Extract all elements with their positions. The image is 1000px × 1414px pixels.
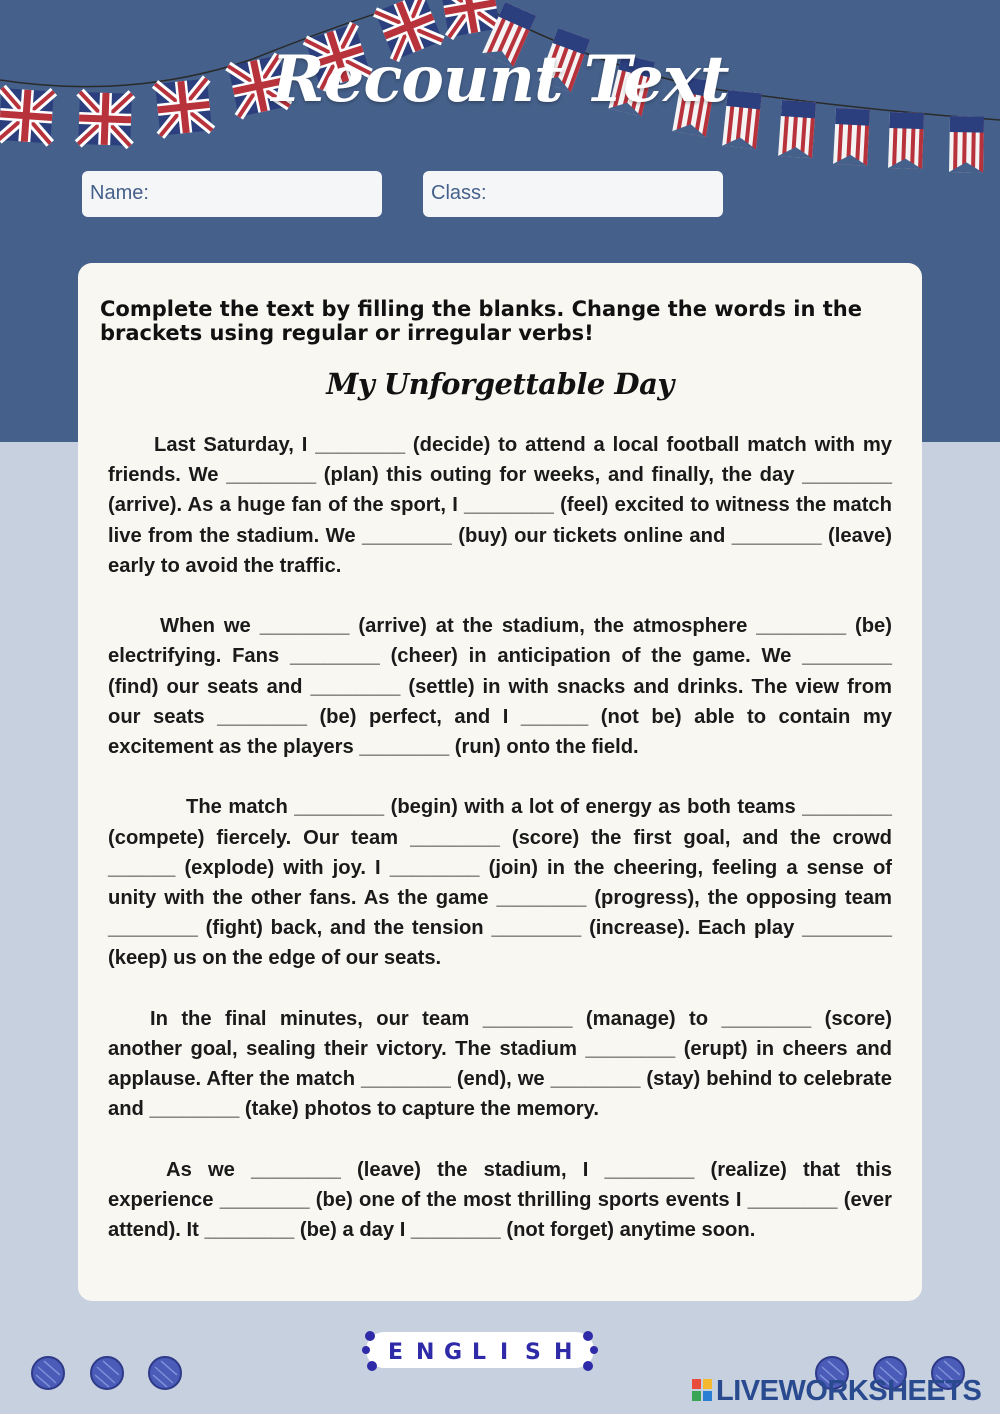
paragraph: In the final minutes, our team ________ (manage) to ________ (score) another goal, sealing their victory. The stadium ________ (erupt) in cheers and applause. After the match ________ (end), we ________ (stay) behind to celebrate and ________ (take) photos to capture the memory. (108, 1007, 892, 1121)
decorative-dot-icon (89, 1355, 125, 1391)
story-text (108, 430, 892, 1276)
paragraph: Last Saturday, I ________ (decide) to attend a local football match with my friends. We ________ (plan) this outing for weeks, and finally, the day ________ (arrive). As a huge fan of the sport, I ________ (feel) excited to witness the match live from the stadium. We ________ (buy) our tickets online and ________ (leave) early to avoid the traffic. (108, 434, 892, 577)
badge-letter: N (416, 1340, 435, 1365)
story-title: My Unforgettable Day (326, 367, 674, 401)
worksheet-card (78, 263, 922, 1301)
paragraph: When we ________ (arrive) at the stadium, the atmosphere ________ (be) electrifying. Fans ________ (cheer) in anticipation of the game. We ________ (find) our seats and ________ (settle) in with snacks and drinks. The view from our seats ________ (be) perfect, and I ______ (not be) able to contain my excitement as the players ________ (run) onto the field. (108, 615, 892, 759)
decorative-dot-icon (30, 1355, 66, 1391)
paragraph: The match ________ (begin) with a lot of energy as both teams ________ (compete) fiercely. Our team ________ (score) the first goal, and the crowd ______ (explode) with joy. I ________ (join) in the cheering, feeling a sense of unity with the other fans. As the game ________ (progress), the opposing team ________ (fight) back, and the tension ________ (increase). Each play ________ (keep) us on the edge of our seats. (108, 796, 892, 970)
badge-letter: L (472, 1340, 487, 1365)
badge-letter: H (554, 1340, 573, 1365)
paragraph: As we ________ (leave) the stadium, I ________ (realize) that this experience ________ (be) one of the most thrilling sports events I ________ (ever attend). It ________ (be) a day I ________ (not forget) anytime soon. (108, 1158, 892, 1242)
english-badge (360, 1326, 600, 1374)
liveworksheets-mark-icon (692, 1379, 712, 1401)
instructions: Complete the text by filling the blanks. Change the words in the brackets using regular or irregular verbs! (100, 297, 862, 345)
badge-letter: S (525, 1340, 541, 1365)
liveworksheets-logo-text: LIVEWORKSHEETS (716, 1375, 982, 1407)
badge-letter: E (388, 1340, 404, 1365)
badge-letter: G (444, 1340, 463, 1365)
class-field[interactable]: Class: (423, 171, 723, 217)
badge-letter: I (500, 1340, 509, 1365)
liveworksheets-logo[interactable] (692, 1376, 992, 1406)
name-field[interactable]: Name: (82, 171, 382, 217)
page-title: Recount Text (271, 42, 729, 117)
decorative-dot-icon (147, 1355, 183, 1391)
